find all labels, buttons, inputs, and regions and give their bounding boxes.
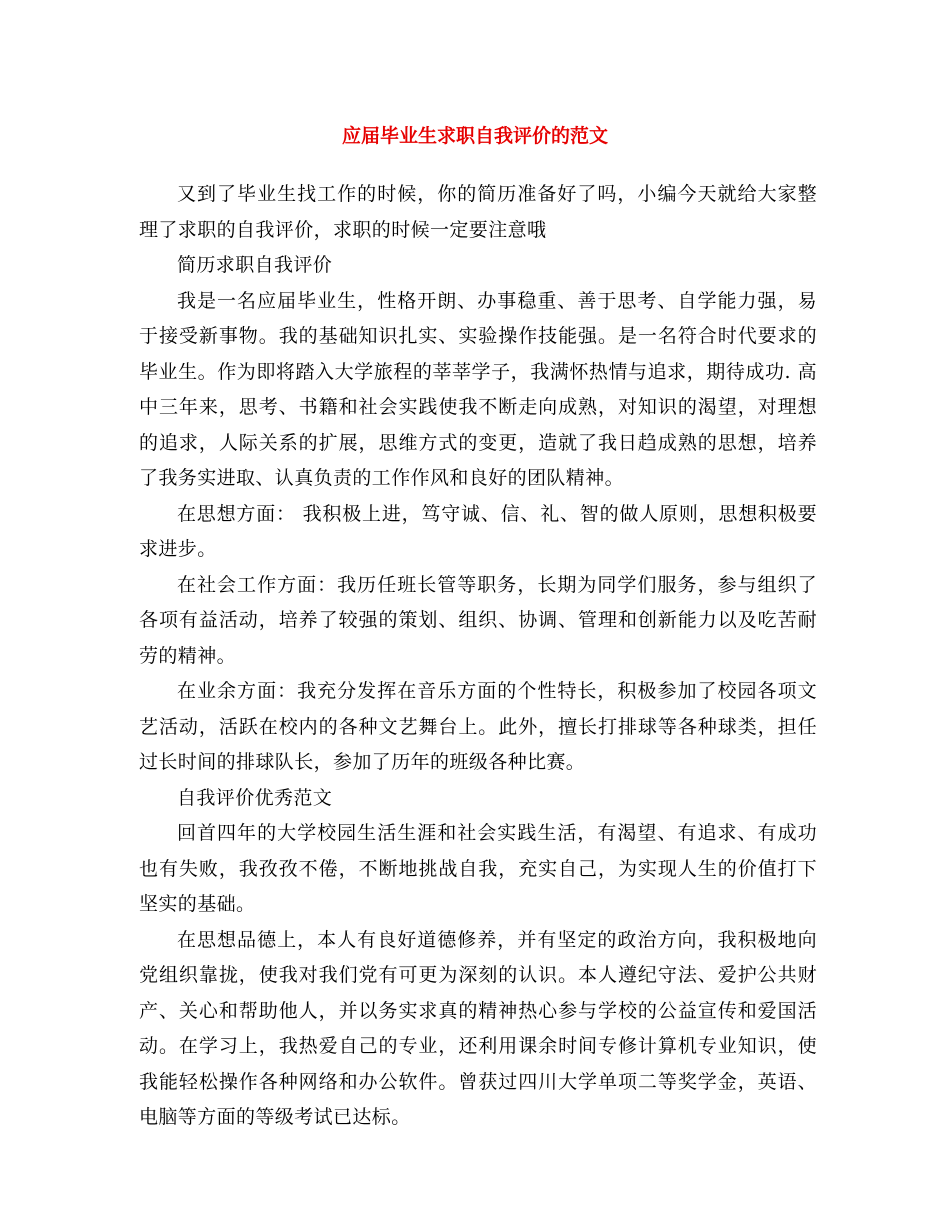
document-title: 应届毕业生求职自我评价的范文 bbox=[341, 125, 608, 147]
document-body bbox=[139, 177, 817, 1136]
paragraph-university-life: 回首四年的大学校园生活生涯和社会实践生活，有渴望、有追求、有成功也有失败，我孜孜不倦，不断地挑战自我，充实自己，为实现人生的价值打下坚实的基础。 bbox=[139, 822, 817, 915]
paragraph-moral-character: 在思想品德上，本人有良好道德修养，并有坚定的政治方向，我积极地向党组织靠拢，使我对我们党有可更为深刻的认识。本人遵纪守法、爱护公共财产、关心和帮助他人，并以务实求真的精神热心参与学校的公益宣传和爱国活动。在学习上，我热爱自己的专业，还利用课余时间专修计算机专业知识，使我能轻松操作各种网络和办公软件。曾获过四川大学单项二等奖学金，英语、电脑等方面的等级考试已达标。 bbox=[139, 928, 817, 1128]
paragraph-self-intro: 我是一名应届毕业生，性格开朗、办事稳重、善于思考、自学能力强，易于接受新事物。我的基础知识扎实、实验操作技能强。是一名符合时代要求的毕业生。作为即将踏入大学旅程的莘莘学子，我满怀热情与追求，期待成功. 高中三年来，思考、书籍和社会实践使我不断走向成熟，对知识的渴望，对理想的追求，人际关系的扩展，思维方式的变更，造就了我日趋成熟的思想，培养了我务实进取、认真负责的工作作风和良好的团队精神。 bbox=[139, 289, 817, 489]
intro-paragraph: 又到了毕业生找工作的时候，你的简历准备好了吗，小编今天就给大家整理了求职的自我评价，求职的时候一定要注意哦 bbox=[139, 183, 817, 241]
paragraph-leisure: 在业余方面：我充分发挥在音乐方面的个性特长，积极参加了校园各项文艺活动，活跃在校内的各种文艺舞台上。此外，擅长打排球等各种球类，担任过长时间的排球队长，参加了历年的班级各种比赛。 bbox=[139, 680, 817, 773]
section-heading-excellent: 自我评价优秀范文 bbox=[177, 786, 333, 809]
paragraph-ideology: 在思想方面： 我积极上进，笃守诚、信、礼、智的做人原则，思想积极要求进步。 bbox=[139, 502, 817, 560]
section-heading-resume: 简历求职自我评价 bbox=[177, 254, 333, 276]
paragraph-social-work: 在社会工作方面：我历任班长管等职务，长期为同学们服务，参与组织了各项有益活动，培养了较强的策划、组织、协调、管理和创新能力以及吃苦耐劳的精神。 bbox=[139, 573, 817, 667]
